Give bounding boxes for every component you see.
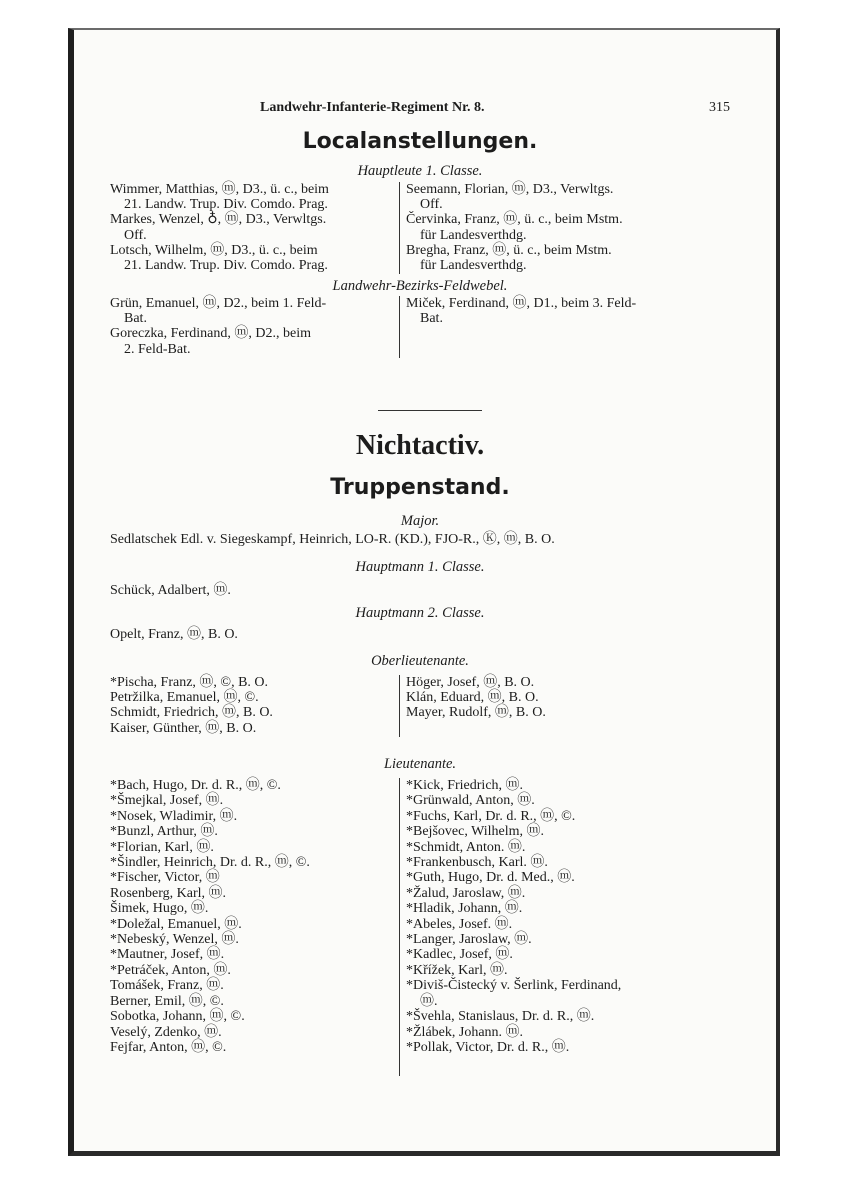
entry-line: Grün, Emanuel, ⓜ, D2., beim 1. Feld-	[110, 296, 327, 311]
entry-line: *Nebeský, Wenzel, ⓜ.	[110, 932, 239, 948]
entry-line: Schmidt, Friedrich, ⓜ, B. O.	[110, 705, 273, 721]
entry-line: *Frankenbusch, Karl. ⓜ.	[406, 855, 548, 871]
entry-line: *Petráček, Anton, ⓜ.	[110, 962, 231, 978]
entry-line: Höger, Josef, ⓜ, B. O.	[406, 675, 535, 690]
entry-line: ⓜ.	[420, 993, 438, 1009]
entry-line: Tomášek, Franz, ⓜ.	[110, 978, 224, 994]
heading-oberlieutenante: Oberlieutenante.	[371, 653, 469, 669]
entry-line: für Landesverthdg.	[420, 227, 527, 243]
entry-line: *Pischa, Franz, ⓜ, ©, B. O.	[110, 675, 269, 690]
entry-line: *Pollak, Victor, Dr. d. R., ⓜ.	[406, 1039, 570, 1055]
entry-line: Sobotka, Johann, ⓜ, ©.	[110, 1009, 245, 1025]
entry-line: Bat.	[420, 311, 443, 327]
lieutenante-right-column	[406, 778, 716, 1055]
feldwebel-left-column	[110, 296, 394, 357]
entry-line: *Nosek, Wladimir, ⓜ.	[110, 808, 238, 824]
entry-line: Petržilka, Emanuel, ⓜ, ©.	[110, 690, 259, 706]
entry-line: *Doležal, Emanuel, ⓜ.	[110, 916, 242, 932]
entry-line: Off.	[124, 227, 147, 243]
entry-line: Wimmer, Matthias, ⓜ, D3., ü. c., beim	[110, 182, 329, 197]
entry-line: *Křížek, Karl, ⓜ.	[406, 962, 508, 978]
entry-line: *Bunzl, Arthur, ⓜ.	[110, 824, 218, 840]
running-head-title: Landwehr-Infanterie-Regiment Nr. 8.	[260, 100, 485, 115]
heading-hauptleute: Hauptleute 1. Classe.	[357, 163, 483, 179]
entry-line: Veselý, Zdenko, ⓜ.	[110, 1024, 222, 1040]
running-head	[260, 100, 730, 115]
entry-line: *Kadlec, Josef, ⓜ.	[406, 947, 513, 963]
entry-line: *Žlábek, Johann. ⓜ.	[406, 1024, 524, 1040]
entry-line: Mayer, Rudolf, ⓜ, B. O.	[406, 705, 546, 721]
entry-line: Kaiser, Günther, ⓜ, B. O.	[110, 720, 257, 736]
entry-line: *Švehla, Stanislaus, Dr. d. R., ⓜ.	[406, 1009, 595, 1025]
entry-line: *Schmidt, Anton. ⓜ.	[406, 839, 526, 855]
hauptmann-1-entry: Schück, Adalbert, ⓜ.	[110, 583, 231, 598]
entry-line: Šimek, Hugo, ⓜ.	[110, 901, 209, 917]
column-divider	[399, 182, 400, 274]
entry-line: *Hladik, Johann, ⓜ.	[406, 901, 523, 917]
entry-line: *Grünwald, Anton, ⓜ.	[406, 793, 535, 809]
entry-line: *Abeles, Josef. ⓜ.	[406, 916, 513, 932]
entry-line: *Bejšovec, Wilhelm, ⓜ.	[406, 824, 544, 840]
oberlieutenante-right-column	[406, 675, 696, 721]
section-title-nichtactiv: Nichtactiv.	[355, 430, 485, 461]
entry-line: 21. Landw. Trup. Div. Comdo. Prag.	[124, 197, 328, 213]
heading-lieutenante: Lieutenante.	[383, 756, 457, 772]
column-divider	[399, 296, 400, 358]
entry-line: Bregha, Franz, ⓜ, ü. c., beim Mstm.	[406, 242, 612, 258]
entry-line: *Fuchs, Karl, Dr. d. R., ⓜ, ©.	[406, 808, 576, 824]
lieutenante-left-column	[110, 778, 394, 1055]
section-subtitle-truppenstand: Truppenstand.	[330, 475, 510, 500]
entry-line: Lotsch, Wilhelm, ⓜ, D3., ü. c., beim	[110, 242, 318, 258]
entry-line: Seemann, Florian, ⓜ, D3., Verwltgs.	[406, 182, 614, 197]
hauptmann-2-entry: Opelt, Franz, ⓜ, B. O.	[110, 627, 238, 642]
page-number: 315	[709, 100, 730, 115]
section-separator	[378, 410, 482, 411]
entry-line: *Šindler, Heinrich, Dr. d. R., ⓜ, ©.	[110, 855, 310, 871]
section-title-local: Localanstellungen.	[302, 129, 538, 154]
heading-feldwebel: Landwehr-Bezirks-Feldwebel.	[332, 278, 508, 294]
scanned-page	[68, 28, 780, 1156]
entry-line: Berner, Emil, ⓜ, ©.	[110, 993, 224, 1009]
entry-line: *Kick, Friedrich, ⓜ.	[406, 778, 524, 793]
feldwebel-right-column	[406, 296, 696, 326]
entry-line: 21. Landw. Trup. Div. Comdo. Prag.	[124, 258, 328, 274]
entry-line: Klán, Eduard, ⓜ, B. O.	[406, 690, 539, 706]
major-entry: Sedlatschek Edl. v. Siegeskampf, Heinrich, LO-R. (KD.), FJO-R., Ⓚ, ⓜ, B. O.	[110, 532, 555, 547]
entry-line: *Mautner, Josef, ⓜ.	[110, 947, 225, 963]
entry-line: Fejfar, Anton, ⓜ, ©.	[110, 1039, 227, 1055]
entry-line: Miček, Ferdinand, ⓜ, D1., beim 3. Feld-	[406, 296, 637, 311]
entry-line: *Bach, Hugo, Dr. d. R., ⓜ, ©.	[110, 778, 281, 793]
entry-line: *Florian, Karl, ⓜ.	[110, 839, 214, 855]
entry-line: *Guth, Hugo, Dr. d. Med., ⓜ.	[406, 870, 575, 886]
hauptleute-right-column	[406, 182, 696, 273]
entry-line: *Žalud, Jaroslaw, ⓜ.	[406, 885, 526, 901]
entry-line: *Diviš-Čistecký v. Šerlink, Ferdinand,	[406, 978, 622, 994]
column-divider	[399, 675, 400, 737]
entry-line: 2. Feld-Bat.	[124, 341, 191, 357]
entry-line: für Landesverthdg.	[420, 258, 527, 274]
entry-line: *Šmejkal, Josef, ⓜ.	[110, 793, 224, 809]
heading-hauptmann-2: Hauptmann 2. Classe.	[355, 605, 485, 621]
oberlieutenante-left-column	[110, 675, 394, 736]
heading-major: Major.	[400, 513, 440, 529]
entry-line: Rosenberg, Karl, ⓜ.	[110, 885, 226, 901]
entry-line: *Fischer, Victor, ⓜ	[110, 870, 220, 886]
entry-line: *Langer, Jaroslaw, ⓜ.	[406, 932, 532, 948]
heading-hauptmann-1: Hauptmann 1. Classe.	[355, 559, 485, 575]
column-divider	[399, 778, 400, 1076]
hauptleute-left-column	[110, 182, 394, 273]
entry-line: Bat.	[124, 311, 147, 327]
entry-line: Červinka, Franz, ⓜ, ü. c., beim Mstm.	[406, 212, 623, 228]
entry-line: Off.	[420, 197, 443, 213]
entry-line: Goreczka, Ferdinand, ⓜ, D2., beim	[110, 326, 311, 342]
entry-line: Markes, Wenzel, ♁, ⓜ, D3., Verwltgs.	[110, 212, 327, 228]
